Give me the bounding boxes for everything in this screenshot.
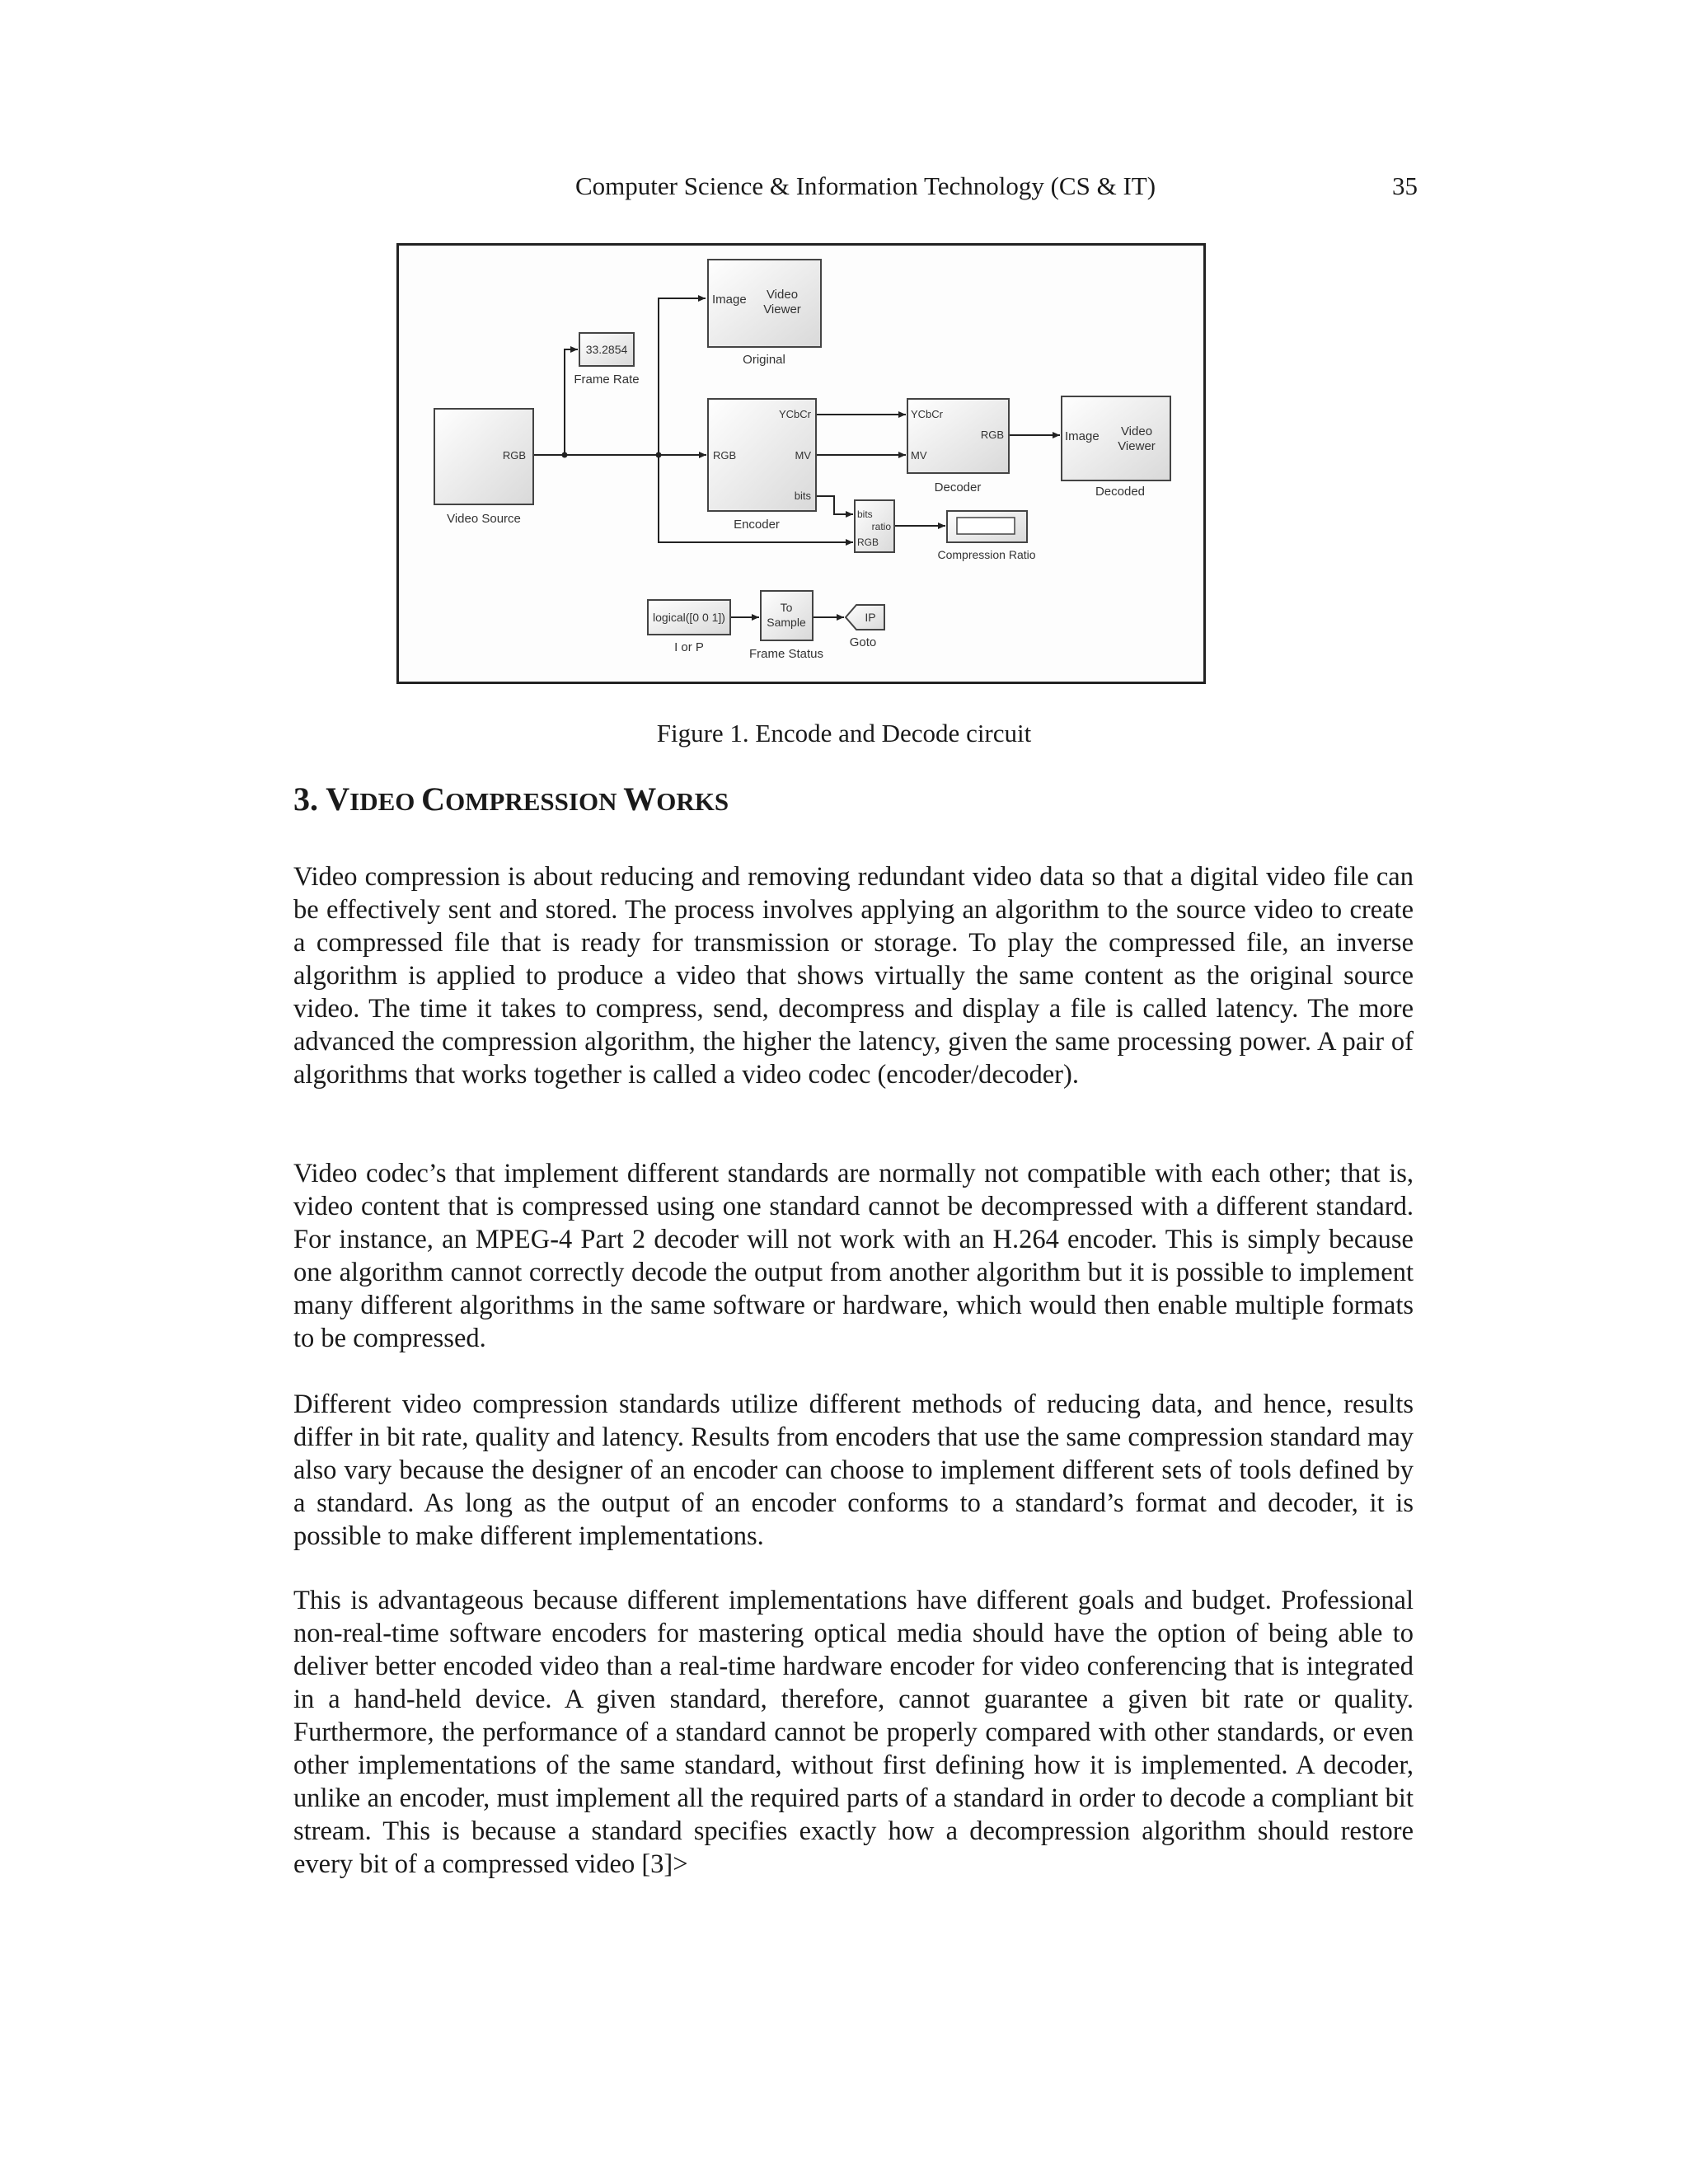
svg-text:MV: MV	[911, 449, 927, 462]
junction-dot	[656, 452, 662, 458]
encoder-block	[708, 399, 816, 532]
svg-text:ratio: ratio	[871, 521, 891, 532]
svg-text:Image: Image	[712, 293, 747, 307]
svg-text:YCbCr: YCbCr	[778, 408, 811, 420]
svg-text:Video: Video	[1120, 424, 1153, 438]
svg-text:Goto: Goto	[849, 635, 877, 649]
frame-rate-block	[574, 333, 639, 387]
svg-text:I or P: I or P	[674, 640, 704, 654]
svg-text:Image: Image	[1065, 429, 1100, 443]
svg-text:Decoded: Decoded	[1095, 485, 1146, 499]
page-number: 35	[1392, 171, 1418, 200]
paragraph-2: Video codec’s that implement different standards are normally not compatible with each other; that is, video content that is compressed using one standard cannot be decompressed with a different standard. For instance, an MPEG-4 Part 2 decoder will not work with an H.264 encoder. This is simply because one algorithm cannot correctly decode the output from another algorithm but it is possible to implement many different algorithms in the same software or hardware, which would then enable multiple formats to be compressed.	[293, 1159, 1414, 1353]
svg-text:logical([0 0 1]): logical([0 0 1])	[653, 611, 725, 624]
svg-text:YCbCr: YCbCr	[911, 408, 944, 420]
svg-text:Encoder: Encoder	[734, 518, 780, 532]
section-heading: 3. VIDEO COMPRESSION WORKS	[293, 780, 729, 818]
goto-block	[846, 605, 884, 649]
svg-text:Frame Rate: Frame Rate	[574, 373, 640, 387]
svg-text:Compression Ratio: Compression Ratio	[937, 548, 1036, 561]
svg-text:Decoder: Decoder	[934, 480, 982, 494]
svg-text:bits: bits	[857, 509, 873, 520]
svg-text:RGB: RGB	[980, 429, 1004, 441]
figure-encode-decode	[396, 243, 1206, 684]
svg-text:IP: IP	[865, 611, 876, 624]
decoder-block	[907, 399, 1009, 494]
video-source-block	[434, 409, 533, 526]
junction-dot	[562, 452, 568, 458]
compression-ratio-block	[937, 511, 1035, 561]
to-sample-block	[749, 591, 823, 661]
paragraph-3: Different video compression standards utilize different methods of reducing data, and hence, results differ in bit rate, quality and latency. Results from encoders that use the same compression standard may also vary because the designer of an encoder can choose to implement different sets of tools defined by a standard. As long as the output of an encoder conforms to a standard’s format and decoder, it is possible to make different implementations.	[293, 1390, 1414, 1551]
svg-text:RGB: RGB	[502, 449, 526, 462]
svg-text:To: To	[780, 601, 793, 614]
svg-text:Viewer: Viewer	[1118, 439, 1156, 453]
svg-text:MV: MV	[795, 449, 811, 462]
svg-text:Video Source: Video Source	[447, 512, 521, 526]
svg-text:33.2854: 33.2854	[585, 343, 628, 356]
svg-text:Frame Status: Frame Status	[748, 647, 824, 661]
paragraph-1: Video compression is about reducing and removing redundant video data so that a digital video file can be effectively sent and stored. The process involves applying an algorithm to the source video to create a compressed file that is ready for transmission or storage. To play the compressed file, an inverse algorithm is applied to produce a video that shows virtually the same content as the original source video. The time it takes to compress, send, decompress and display a file is called latency. The more advanced the compression algorithm, the higher the latency, given the same processing power. A pair of algorithms that works together is called a video codec (encoder/decoder).	[293, 862, 1414, 1090]
svg-text:bits: bits	[794, 490, 811, 502]
paragraph-4: This is advantageous because different implementations have different goals and budget. Professional non-real-time software encoders for mastering optical media should have the option of being able to deliver better encoded video than a real-time hardware encoder for video conferencing that is integrated in a hand-held device. A given standard, therefore, cannot guarantee a given bit rate or quality. Furthermore, the performance of a standard cannot be properly compared with other standards, or even other implementations of the same standard, without first defining how it is implemented. A decoder, unlike an encoder, must implement all the required parts of a standard in order to decode a compliant bit stream. This is because a standard specifies exactly how a decompression algorithm should restore every bit of a compressed video [3]>	[293, 1586, 1414, 1879]
svg-text:RGB: RGB	[713, 449, 737, 462]
simulink-diagram	[399, 246, 1203, 682]
running-header: Computer Science & Information Technology (CS & IT)	[574, 171, 1156, 200]
svg-text:Sample: Sample	[767, 616, 806, 629]
i-or-p-block	[648, 600, 730, 654]
decoded-viewer-block	[1062, 396, 1170, 499]
ratio-block	[855, 500, 894, 552]
svg-text:Video: Video	[766, 288, 799, 302]
svg-text:Viewer: Viewer	[763, 302, 801, 316]
figure-caption: Figure 1. Encode and Decode circuit	[656, 719, 1032, 748]
svg-text:RGB: RGB	[857, 537, 879, 548]
svg-text:Original: Original	[743, 353, 785, 367]
original-viewer-block	[708, 260, 821, 367]
